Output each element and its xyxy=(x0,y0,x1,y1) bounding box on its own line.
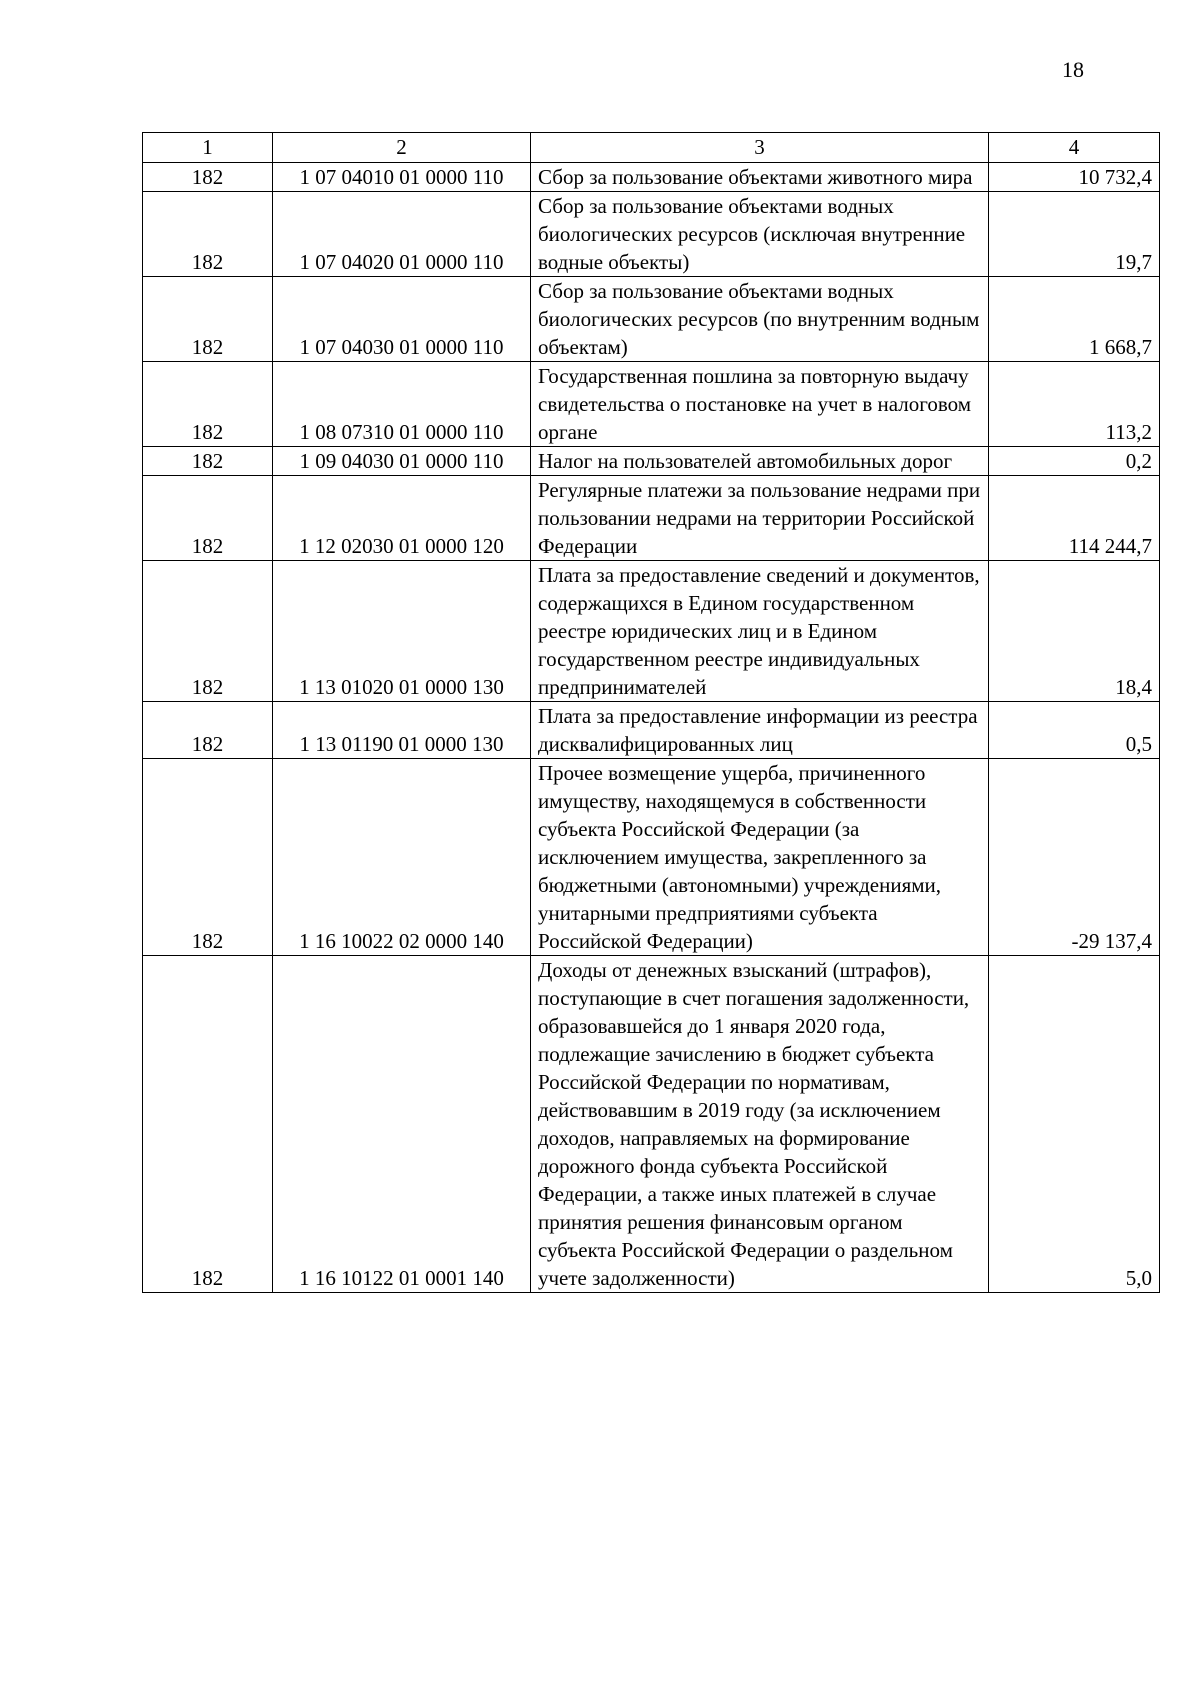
amount-cell: 113,2 xyxy=(989,362,1160,447)
revenue-name-cell: Сбор за пользование объектами водных биологических ресурсов (исключая внутренние водные объекты) xyxy=(531,192,989,277)
table-header-row xyxy=(143,133,1160,163)
budget-code-cell: 1 08 07310 01 0000 110 xyxy=(273,362,531,447)
budget-code-cell: 1 09 04030 01 0000 110 xyxy=(273,447,531,476)
column-header-4: 4 xyxy=(989,133,1160,163)
table-row xyxy=(143,192,1160,277)
budget-code-cell: 1 07 04010 01 0000 110 xyxy=(273,163,531,192)
amount-cell: 19,7 xyxy=(989,192,1160,277)
table-row xyxy=(143,476,1160,561)
budget-code-cell: 1 13 01190 01 0000 130 xyxy=(273,702,531,759)
table-row xyxy=(143,362,1160,447)
admin-code-cell: 182 xyxy=(143,163,273,192)
page-number: 18 xyxy=(1062,57,1084,82)
table-row xyxy=(143,702,1160,759)
table-row xyxy=(143,163,1160,192)
table-row xyxy=(143,759,1160,956)
budget-code-cell: 1 16 10122 01 0001 140 xyxy=(273,956,531,1293)
column-header-3: 3 xyxy=(531,133,989,163)
budget-revenue-table xyxy=(142,132,1160,1293)
budget-code-cell: 1 07 04020 01 0000 110 xyxy=(273,192,531,277)
admin-code-cell: 182 xyxy=(143,362,273,447)
amount-cell: -29 137,4 xyxy=(989,759,1160,956)
revenue-name-cell: Налог на пользователей автомобильных дорог xyxy=(531,447,989,476)
admin-code-cell: 182 xyxy=(143,956,273,1293)
amount-cell: 0,2 xyxy=(989,447,1160,476)
amount-cell: 5,0 xyxy=(989,956,1160,1293)
revenue-name-cell: Регулярные платежи за пользование недрами при пользовании недрами на территории Российской Федерации xyxy=(531,476,989,561)
revenue-name-cell: Сбор за пользование объектами животного мира xyxy=(531,163,989,192)
budget-code-cell: 1 12 02030 01 0000 120 xyxy=(273,476,531,561)
admin-code-cell: 182 xyxy=(143,702,273,759)
admin-code-cell: 182 xyxy=(143,192,273,277)
revenue-name-cell: Прочее возмещение ущерба, причиненного имуществу, находящемуся в собственности субъекта Российской Федерации (за исключением имущества, закрепленного за бюджетными (автономными) учреждениями, унитарными предприятиями субъекта Российской Федерации) xyxy=(531,759,989,956)
admin-code-cell: 182 xyxy=(143,476,273,561)
revenue-name-cell: Плата за предоставление сведений и документов, содержащихся в Едином государственном реестре юридических лиц и в Едином государственном реестре индивидуальных предпринимателей xyxy=(531,561,989,702)
table-row xyxy=(143,956,1160,1293)
table-row xyxy=(143,447,1160,476)
admin-code-cell: 182 xyxy=(143,447,273,476)
column-header-1: 1 xyxy=(143,133,273,163)
table-row xyxy=(143,277,1160,362)
revenue-name-cell: Плата за предоставление информации из реестра дисквалифицированных лиц xyxy=(531,702,989,759)
revenue-name-cell: Сбор за пользование объектами водных биологических ресурсов (по внутренним водным объектам) xyxy=(531,277,989,362)
admin-code-cell: 182 xyxy=(143,561,273,702)
revenue-name-cell: Государственная пошлина за повторную выдачу свидетельства о постановке на учет в налоговом органе xyxy=(531,362,989,447)
amount-cell: 0,5 xyxy=(989,702,1160,759)
table-row xyxy=(143,561,1160,702)
revenue-name-cell: Доходы от денежных взысканий (штрафов), поступающие в счет погашения задолженности, образовавшейся до 1 января 2020 года, подлежащие зачислению в бюджет субъекта Российской Федерации по нормативам, действовавшим в 2019 году (за исключением доходов, направляемых на формирование дорожного фонда субъекта Российской Федерации, а также иных платежей в случае принятия решения финансовым органом субъекта Российской Федерации о раздельном учете задолженности) xyxy=(531,956,989,1293)
amount-cell: 10 732,4 xyxy=(989,163,1160,192)
budget-code-cell: 1 07 04030 01 0000 110 xyxy=(273,277,531,362)
admin-code-cell: 182 xyxy=(143,759,273,956)
amount-cell: 114 244,7 xyxy=(989,476,1160,561)
budget-code-cell: 1 16 10022 02 0000 140 xyxy=(273,759,531,956)
amount-cell: 1 668,7 xyxy=(989,277,1160,362)
amount-cell: 18,4 xyxy=(989,561,1160,702)
admin-code-cell: 182 xyxy=(143,277,273,362)
budget-code-cell: 1 13 01020 01 0000 130 xyxy=(273,561,531,702)
column-header-2: 2 xyxy=(273,133,531,163)
